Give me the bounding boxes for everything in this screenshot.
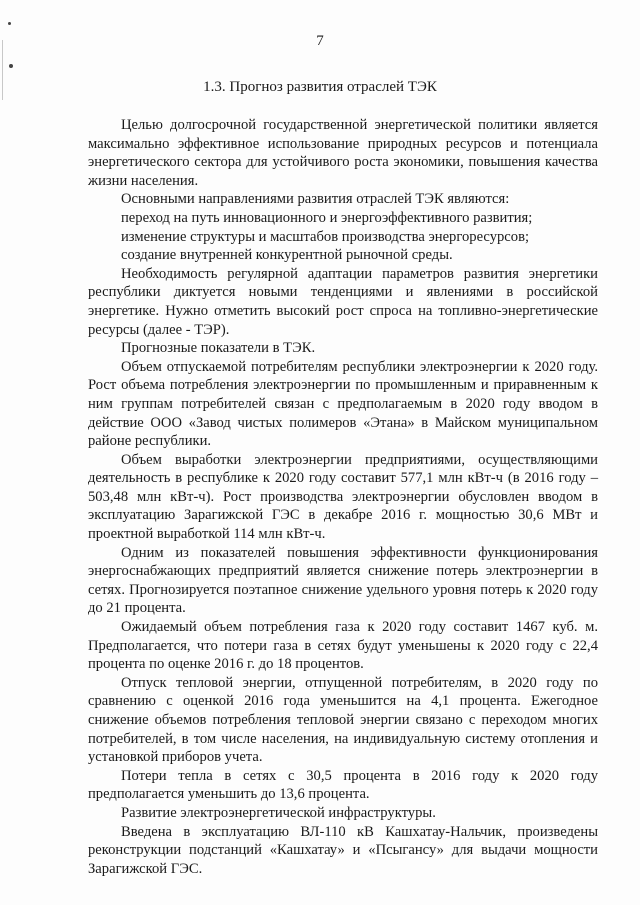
paragraph: Основными направлениями развития отраслей ТЭК являются: bbox=[121, 191, 510, 208]
paragraph: Необходимость регулярной адаптации параметров развития энергетики республики диктуется новыми тенденциями и явлениями в российской энергетике. Нужно отметить высокий рост спроса на топливно-энергетические ресурсы (далее - ТЭР). bbox=[88, 265, 598, 338]
list-item: изменение структуры и масштабов производства энергоресурсов; bbox=[121, 228, 530, 245]
list-item: переход на путь инновационного и энергоэффективного развития; bbox=[121, 209, 533, 226]
scan-dot bbox=[9, 64, 13, 68]
page-number: 7 bbox=[316, 33, 324, 49]
paragraph: Целью долгосрочной государственной энергетической политики является максимально эффективное использование природных ресурсов и потенциала энергетического сектора для устойчивого роста экономики, повышения качества жизни населения. bbox=[88, 117, 598, 189]
paragraph: Объем отпускаемой потребителям республики электроэнергии к 2020 году. Рост объема потребления электроэнергии по промышленным и приравненным к ним группам потребителей связан с предполагаемым в 2020 году вводом в действие ООО «Завод чистых полимеров «Этана» в Майском муниципальном районе республики. bbox=[88, 358, 598, 450]
list-item: создание внутренней конкурентной рыночной среды. bbox=[121, 247, 453, 264]
paragraph: Развитие электроэнергетической инфраструктуры. bbox=[121, 804, 436, 821]
section-title: 1.3. Прогноз развития отраслей ТЭК bbox=[203, 79, 437, 95]
paragraph: Ожидаемый объем потребления газа к 2020 году составит 1467 куб. м. Предполагается, что потери газа в сетях будут уменьшены к 2020 году с 22,4 процента по оценке 2016 г. до 18 процентов. bbox=[88, 619, 598, 673]
scan-dot bbox=[8, 22, 11, 25]
paragraph: Потери тепла в сетях с 30,5 процента в 2016 году к 2020 году предполагается уменьшить до 13,6 процента. bbox=[88, 767, 598, 803]
body-text bbox=[88, 116, 598, 878]
paragraph: Прогнозные показатели в ТЭК. bbox=[121, 340, 316, 357]
paragraph: Введена в эксплуатацию ВЛ-110 кВ Кашхатау-Нальчик, произведены реконструкции подстанций «Кашхатау» и «Псыгансу» для выдачи мощности Зарагижской ГЭС. bbox=[88, 823, 598, 877]
paragraph: Одним из показателей повышения эффективности функционирования энергоснабжающих предприятий является снижение потерь электроэнергии в сетях. Прогнозируется поэтапное снижение удельного уровня потерь к 2020 году до 21 процента. bbox=[88, 544, 598, 617]
paragraph: Объем выработки электроэнергии предприятиями, осуществляющими деятельность в республике к 2020 году составит 577,1 млн кВт-ч (в 2016 году – 503,48 млн кВт-ч). Рост производства электроэнергии обусловлен вводом в эксплуатацию Зарагижской ГЭС в декабре 2016 г. мощностью 30,6 МВт и проектной выработкой 114 млн кВт-ч. bbox=[88, 451, 598, 543]
paragraph: Отпуск тепловой энергии, отпущенной потребителям, в 2020 году по сравнению с оценкой 2016 года уменьшится на 4,1 процента. Ежегодное снижение объемов потребления тепловой энергии связано с переходом многих потребителей, в том числе населения, на индивидуальную систему отопления и установкой приборов учета. bbox=[88, 674, 598, 766]
